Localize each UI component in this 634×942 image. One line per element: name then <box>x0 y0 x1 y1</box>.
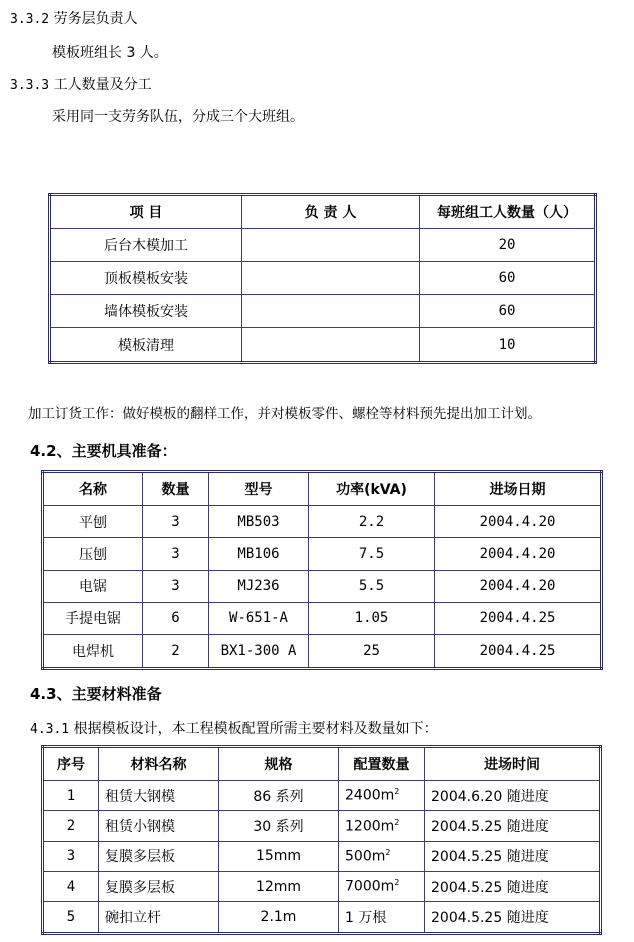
index-cell: 5 <box>43 902 99 934</box>
date-cell: 2004.4.25 <box>435 602 602 634</box>
table-header-row <box>50 195 596 229</box>
count-cell: 20 <box>420 229 596 262</box>
spec-cell: 86 系列 <box>219 781 339 811</box>
model-cell: W-651-A <box>209 602 309 634</box>
model-cell: MB503 <box>209 506 309 538</box>
count-cell: 60 <box>420 262 596 295</box>
quantity-cell <box>339 902 425 934</box>
name-cell: 电焊机 <box>43 635 143 669</box>
heading-3-3-2 <box>10 8 138 28</box>
power-cell: 2.2 <box>309 506 435 538</box>
table-row <box>43 871 601 901</box>
material-name-cell: 碗扣立杆 <box>99 902 219 934</box>
quantity-cell: 6 <box>143 602 209 634</box>
responsible-cell <box>242 295 420 328</box>
responsible-cell <box>242 328 420 363</box>
index-cell: 3 <box>43 841 99 871</box>
section-title: 劳务层负责人 <box>53 11 138 27</box>
table-row <box>43 570 602 602</box>
item-cell: 顶板模板安装 <box>50 262 242 295</box>
quantity-cell: 2 <box>143 635 209 669</box>
table-row <box>50 328 596 363</box>
heading-4-3-1 <box>30 718 438 738</box>
quantity-cell <box>339 841 425 871</box>
name-cell: 平刨 <box>43 506 143 538</box>
material-name-cell: 复膜多层板 <box>99 841 219 871</box>
count-cell: 60 <box>420 295 596 328</box>
header-cell: 型号 <box>209 472 309 506</box>
quantity-cell <box>339 781 425 811</box>
entry-time-cell: 2004.5.25 随进度 <box>425 811 601 841</box>
date-cell: 2004.4.20 <box>435 538 602 570</box>
paragraph-workers: 采用同一支劳务队伍，分成三个大班组。 <box>52 109 304 125</box>
quantity-value: 500m <box>345 848 386 865</box>
quantity-cell: 3 <box>143 506 209 538</box>
header-cell: 数量 <box>143 472 209 506</box>
machinery-table <box>41 470 603 670</box>
spec-cell: 12mm <box>219 871 339 901</box>
item-cell: 模板清理 <box>50 328 242 363</box>
section-number: 3.3.2 <box>10 12 50 27</box>
header-cell: 负 责 人 <box>242 195 420 229</box>
quantity-superscript: 2 <box>394 878 400 888</box>
power-cell: 25 <box>309 635 435 669</box>
responsible-cell <box>242 229 420 262</box>
header-cell: 材料名称 <box>99 747 219 781</box>
table-header-row <box>43 747 601 781</box>
quantity-cell: 3 <box>143 570 209 602</box>
name-cell: 电锯 <box>43 570 143 602</box>
entry-time-cell: 2004.5.25 随进度 <box>425 871 601 901</box>
header-cell: 序号 <box>43 747 99 781</box>
index-cell: 4 <box>43 871 99 901</box>
table-row <box>43 781 601 811</box>
table-row <box>43 841 601 871</box>
header-cell: 规格 <box>219 747 339 781</box>
table-header-row <box>43 472 602 506</box>
table-row <box>50 229 596 262</box>
entry-time-cell: 2004.5.25 随进度 <box>425 841 601 871</box>
header-cell: 进场日期 <box>435 472 602 506</box>
responsible-cell <box>242 262 420 295</box>
header-cell: 功率(kVA) <box>309 472 435 506</box>
heading-3-3-3 <box>10 74 152 94</box>
paragraph-processing-order: 加工订货工作：做好模板的翻样工作，并对模板零件、螺栓等材料预先提出加工计划。 <box>28 406 541 422</box>
table-row <box>43 602 602 634</box>
date-cell: 2004.4.20 <box>435 506 602 538</box>
count-cell: 10 <box>420 328 596 363</box>
materials-table <box>41 745 602 935</box>
quantity-cell: 3 <box>143 538 209 570</box>
header-cell: 配置数量 <box>339 747 425 781</box>
spec-cell: 2.1m <box>219 902 339 934</box>
labor-table <box>48 193 597 364</box>
quantity-value: 1200m <box>345 818 395 835</box>
item-cell: 后台木模加工 <box>50 229 242 262</box>
index-cell: 2 <box>43 811 99 841</box>
table-row <box>50 262 596 295</box>
entry-time-cell: 2004.6.20 随进度 <box>425 781 601 811</box>
quantity-cell <box>339 871 425 901</box>
index-cell: 1 <box>43 781 99 811</box>
item-cell: 墙体模板安装 <box>50 295 242 328</box>
section-number: 4.3.1 <box>30 722 70 737</box>
header-cell: 每班组工人数量（人） <box>420 195 596 229</box>
section-title: 工人数量及分工 <box>53 77 152 93</box>
spec-cell: 15mm <box>219 841 339 871</box>
material-name-cell: 租赁大钢模 <box>99 781 219 811</box>
model-cell: BX1-300 A <box>209 635 309 669</box>
header-cell: 进场时间 <box>425 747 601 781</box>
spec-cell: 30 系列 <box>219 811 339 841</box>
section-text: 根据模板设计，本工程模板配置所需主要材料及数量如下： <box>73 721 438 737</box>
paragraph-team-leader: 模板班组长 3 人。 <box>52 45 168 61</box>
material-name-cell: 复膜多层板 <box>99 871 219 901</box>
quantity-superscript: 2 <box>394 787 400 797</box>
power-cell: 1.05 <box>309 602 435 634</box>
table-row <box>43 902 601 934</box>
table-row <box>43 811 601 841</box>
quantity-value: 2400m <box>345 787 395 804</box>
quantity-superscript: 2 <box>394 817 400 827</box>
quantity-value: 7000m <box>345 878 395 895</box>
header-cell: 项 目 <box>50 195 242 229</box>
heading-4-3: 4.3、主要材料准备 <box>30 685 162 703</box>
date-cell: 2004.4.20 <box>435 570 602 602</box>
table-row <box>50 295 596 328</box>
table-row <box>43 538 602 570</box>
name-cell: 手提电锯 <box>43 602 143 634</box>
table-row <box>43 506 602 538</box>
table-row <box>43 635 602 669</box>
quantity-superscript: 2 <box>385 847 391 857</box>
quantity-cell <box>339 811 425 841</box>
power-cell: 5.5 <box>309 570 435 602</box>
model-cell: MJ236 <box>209 570 309 602</box>
name-cell: 压刨 <box>43 538 143 570</box>
date-cell: 2004.4.25 <box>435 635 602 669</box>
heading-4-2: 4.2、主要机具准备： <box>30 442 177 460</box>
header-cell: 名称 <box>43 472 143 506</box>
section-number: 3.3.3 <box>10 78 50 93</box>
entry-time-cell: 2004.5.25 随进度 <box>425 902 601 934</box>
power-cell: 7.5 <box>309 538 435 570</box>
material-name-cell: 租赁小钢模 <box>99 811 219 841</box>
model-cell: MB106 <box>209 538 309 570</box>
quantity-value: 1 万根 <box>345 910 387 927</box>
